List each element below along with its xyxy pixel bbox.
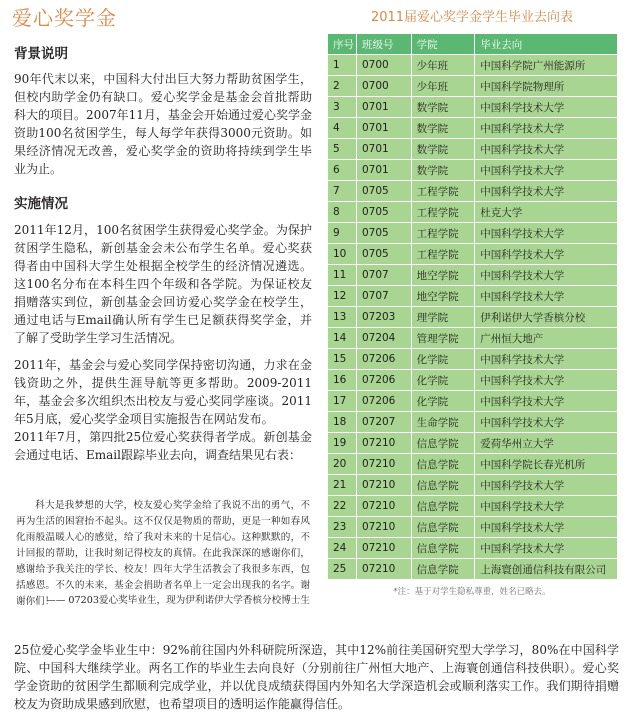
- cell-index: 3: [328, 97, 357, 118]
- header-class: 班级号: [356, 34, 411, 55]
- cell-destination: 中国科学技术大学: [475, 244, 618, 265]
- cell-class: 0705: [356, 244, 411, 265]
- cell-school: 数学院: [411, 139, 475, 160]
- cell-destination: 中国科学技术大学: [475, 118, 618, 139]
- cell-index: 21: [328, 475, 357, 496]
- cell-school: 地空学院: [411, 286, 475, 307]
- table-row: [328, 118, 618, 139]
- cell-destination: 中国科学技术大学: [475, 475, 618, 496]
- cell-destination: 中国科学技术大学: [475, 223, 618, 244]
- table-row: [328, 223, 618, 244]
- quote-attribution: —— 07203爱心奖毕业生，现为伊利诺伊大学香槟分校博士生: [46, 595, 310, 606]
- cell-destination: 中国科学技术大学: [475, 139, 618, 160]
- cell-school: 管理学院: [411, 328, 475, 349]
- cell-class: 07206: [356, 370, 411, 391]
- cell-destination: 中国科学院长春光机所: [475, 454, 618, 475]
- cell-destination: 中国科学院物理所: [475, 76, 618, 97]
- table-row: [328, 244, 618, 265]
- table-row: [328, 475, 618, 496]
- cell-school: 少年班: [411, 76, 475, 97]
- cell-class: 0701: [356, 160, 411, 181]
- cell-destination: 中国科学技术大学: [475, 181, 618, 202]
- cell-destination: 中国科学技术大学: [475, 97, 618, 118]
- cell-school: 数学院: [411, 97, 475, 118]
- table-title: 2011届爱心奖学金学生毕业去向表: [370, 10, 574, 25]
- cell-destination: 中国科学技术大学: [475, 496, 618, 517]
- cell-index: 20: [328, 454, 357, 475]
- cell-destination: 中国科学技术大学: [475, 538, 618, 559]
- cell-class: 0705: [356, 181, 411, 202]
- cell-index: 12: [328, 286, 357, 307]
- cell-index: 23: [328, 517, 357, 538]
- cell-index: 6: [328, 160, 357, 181]
- cell-class: 07203: [356, 307, 411, 328]
- cell-class: 07210: [356, 559, 411, 580]
- cell-class: 07210: [356, 433, 411, 454]
- cell-destination: 中国科学技术大学: [475, 160, 618, 181]
- table-row: [328, 412, 618, 433]
- cell-school: 化学院: [411, 349, 475, 370]
- cell-school: 工程学院: [411, 181, 475, 202]
- cell-index: 4: [328, 118, 357, 139]
- cell-class: 0707: [356, 265, 411, 286]
- cell-destination: 中国科学技术大学: [475, 286, 618, 307]
- background-heading: 背景说明: [14, 46, 68, 62]
- cell-class: 0707: [356, 286, 411, 307]
- cell-class: 07204: [356, 328, 411, 349]
- cell-destination: 中国科学院广州能源所: [475, 55, 618, 76]
- cell-index: 1: [328, 55, 357, 76]
- cell-school: 信息学院: [411, 454, 475, 475]
- cell-school: 地空学院: [411, 265, 475, 286]
- implementation-paragraph-3: 2011年7月，第四批25位爱心奖获得者学成。新创基金会通过电话、Email跟踪毕业去向，调查结果见右表：: [14, 430, 312, 462]
- header-school: 学院: [411, 34, 475, 55]
- table-row: [328, 328, 618, 349]
- cell-class: 07210: [356, 496, 411, 517]
- table-row: [328, 538, 618, 559]
- cell-school: 数学院: [411, 118, 475, 139]
- table-row: [328, 454, 618, 475]
- table-row: [328, 202, 618, 223]
- cell-class: 07210: [356, 454, 411, 475]
- cell-destination: 中国科学技术大学: [475, 370, 618, 391]
- cell-destination: 中国科学技术大学: [475, 265, 618, 286]
- cell-index: 25: [328, 559, 357, 580]
- table-row: [328, 265, 618, 286]
- background-text: 90年代末以来，中国科大付出巨大努力帮助贫困学生，但校内助学金仍有缺口。爱心奖学金是基金会首批帮助科大的项目。2007年11月，基金会开始通过爱心奖学金资助100名贫困学生，每人每学年获得3000元资助。如果经济情况无改善，爱心奖学金的资助将持续到学生毕业为止。: [14, 72, 312, 176]
- cell-index: 13: [328, 307, 357, 328]
- cell-school: 工程学院: [411, 202, 475, 223]
- cell-destination: 中国科学技术大学: [475, 391, 618, 412]
- table-row: [328, 286, 618, 307]
- cell-destination: 杜克大学: [475, 202, 618, 223]
- cell-index: 22: [328, 496, 357, 517]
- cell-school: 信息学院: [411, 433, 475, 454]
- table-header-row: [328, 34, 618, 55]
- cell-index: 17: [328, 391, 357, 412]
- cell-school: 信息学院: [411, 559, 475, 580]
- cell-index: 5: [328, 139, 357, 160]
- table-row: [328, 307, 618, 328]
- page-title: 爱心奖学金: [12, 6, 117, 30]
- cell-school: 少年班: [411, 55, 475, 76]
- table-row: [328, 391, 618, 412]
- cell-index: 14: [328, 328, 357, 349]
- cell-school: 化学院: [411, 370, 475, 391]
- implementation-heading: 实施情况: [14, 196, 68, 212]
- table-row: [328, 97, 618, 118]
- cell-destination: 伊利诺伊大学香槟分校: [475, 307, 618, 328]
- table-body: [328, 55, 618, 580]
- cell-school: 化学院: [411, 391, 475, 412]
- table-row: [328, 55, 618, 76]
- cell-index: 8: [328, 202, 357, 223]
- table-row: [328, 517, 618, 538]
- cell-class: 0701: [356, 139, 411, 160]
- table-row: [328, 181, 618, 202]
- table-row: [328, 139, 618, 160]
- graduate-destination-table: [327, 33, 618, 580]
- cell-class: 07207: [356, 412, 411, 433]
- table-row: [328, 496, 618, 517]
- table-row: [328, 76, 618, 97]
- cell-index: 2: [328, 76, 357, 97]
- cell-index: 18: [328, 412, 357, 433]
- cell-destination: 上海寰创通信科技有限公司: [475, 559, 618, 580]
- cell-class: 0700: [356, 55, 411, 76]
- cell-class: 07210: [356, 475, 411, 496]
- cell-class: 0705: [356, 223, 411, 244]
- cell-index: 19: [328, 433, 357, 454]
- cell-index: 15: [328, 349, 357, 370]
- table-row: [328, 559, 618, 580]
- cell-school: 生命学院: [411, 412, 475, 433]
- student-quote: 科大是我梦想的大学，校友爱心奖学金给了我说不出的勇气，不再为生活的困窘抬不起头。这不仅仅是物质的帮助，更是一种如春风化雨般温暖人心的感觉，给了我对未来的十足信心。这种默默的，不计回报的帮助，让我时刻记得校友的真情。在此我深深的感谢你们，感谢给予我关注的学长、校友！四年大学生活教会了我很多东西，包括感恩。不久的未来，基金会捐助者名单上一定会出现我的名字。谢谢你们！: [16, 500, 310, 607]
- header-index: 序号: [328, 34, 357, 55]
- cell-index: 10: [328, 244, 357, 265]
- cell-destination: 中国科学技术大学: [475, 517, 618, 538]
- cell-index: 9: [328, 223, 357, 244]
- cell-class: 07210: [356, 517, 411, 538]
- cell-school: 理学院: [411, 307, 475, 328]
- cell-class: 07206: [356, 349, 411, 370]
- cell-index: 7: [328, 181, 357, 202]
- cell-class: 0701: [356, 97, 411, 118]
- table-row: [328, 370, 618, 391]
- cell-school: 信息学院: [411, 538, 475, 559]
- cell-school: 数学院: [411, 160, 475, 181]
- cell-school: 工程学院: [411, 223, 475, 244]
- implementation-paragraph-1: 2011年12月，100名贫困学生获得爱心奖学金。为保护贫困学生隐私，新创基金会未公布学生名单。爱心奖获得者由中国科大学生处根据全校学生的经济情况遴选。这100名分布在本科生四个年级和各学院。为保证校友捐赠落实到位，新创基金会回访爱心奖学金在校学生，通过电话与Email确认所有学生已足额获得奖学金，并了解了受助学生学习生活情况。: [14, 223, 312, 345]
- cell-school: 工程学院: [411, 244, 475, 265]
- cell-class: 0701: [356, 118, 411, 139]
- table-row: [328, 160, 618, 181]
- cell-class: 0705: [356, 202, 411, 223]
- cell-class: 07210: [356, 538, 411, 559]
- table-row: [328, 349, 618, 370]
- table-row: [328, 433, 618, 454]
- cell-class: 07206: [356, 391, 411, 412]
- cell-index: 11: [328, 265, 357, 286]
- cell-school: 信息学院: [411, 496, 475, 517]
- cell-index: 16: [328, 370, 357, 391]
- cell-destination: 爱荷华州立大学: [475, 433, 618, 454]
- cell-destination: 广州恒大地产: [475, 328, 618, 349]
- cell-destination: 中国科学技术大学: [475, 349, 618, 370]
- implementation-paragraph-2: 2011年，基金会与爱心奖同学保持密切沟通，力求在金钱资助之外，提供生涯导航等更多帮助。2009-2011年，基金会多次组织杰出校友与爱心奖同学座谈。2011年5月底，爱心奖学金项目实施报告在网站发布。: [14, 358, 312, 426]
- cell-class: 0700: [356, 76, 411, 97]
- cell-destination: 中国科学技术大学: [475, 412, 618, 433]
- header-destination: 毕业去向: [475, 34, 618, 55]
- summary-text: 25位爱心奖学金毕业生中：92%前往国内外科研院所深造，其中12%前往美国研究型大学学习，80%在中国科学院、中国科大继续学业。两名工作的毕业生去向良好（分别前往广州恒大地产、上海寰创通信科技供职）。爱心奖学金资助的贫困学生都顺利完成学业，并以优良成绩获得国内外知名大学深造机会或顺利落实工作。我们期待捐赠校友为资助成果感到欣慰，也希望项目的透明运作能赢得信任。: [14, 643, 619, 711]
- cell-school: 信息学院: [411, 517, 475, 538]
- cell-school: 信息学院: [411, 475, 475, 496]
- cell-index: 24: [328, 538, 357, 559]
- table-note: *注：基于对学生隐私尊重，姓名已略去。: [393, 587, 551, 597]
